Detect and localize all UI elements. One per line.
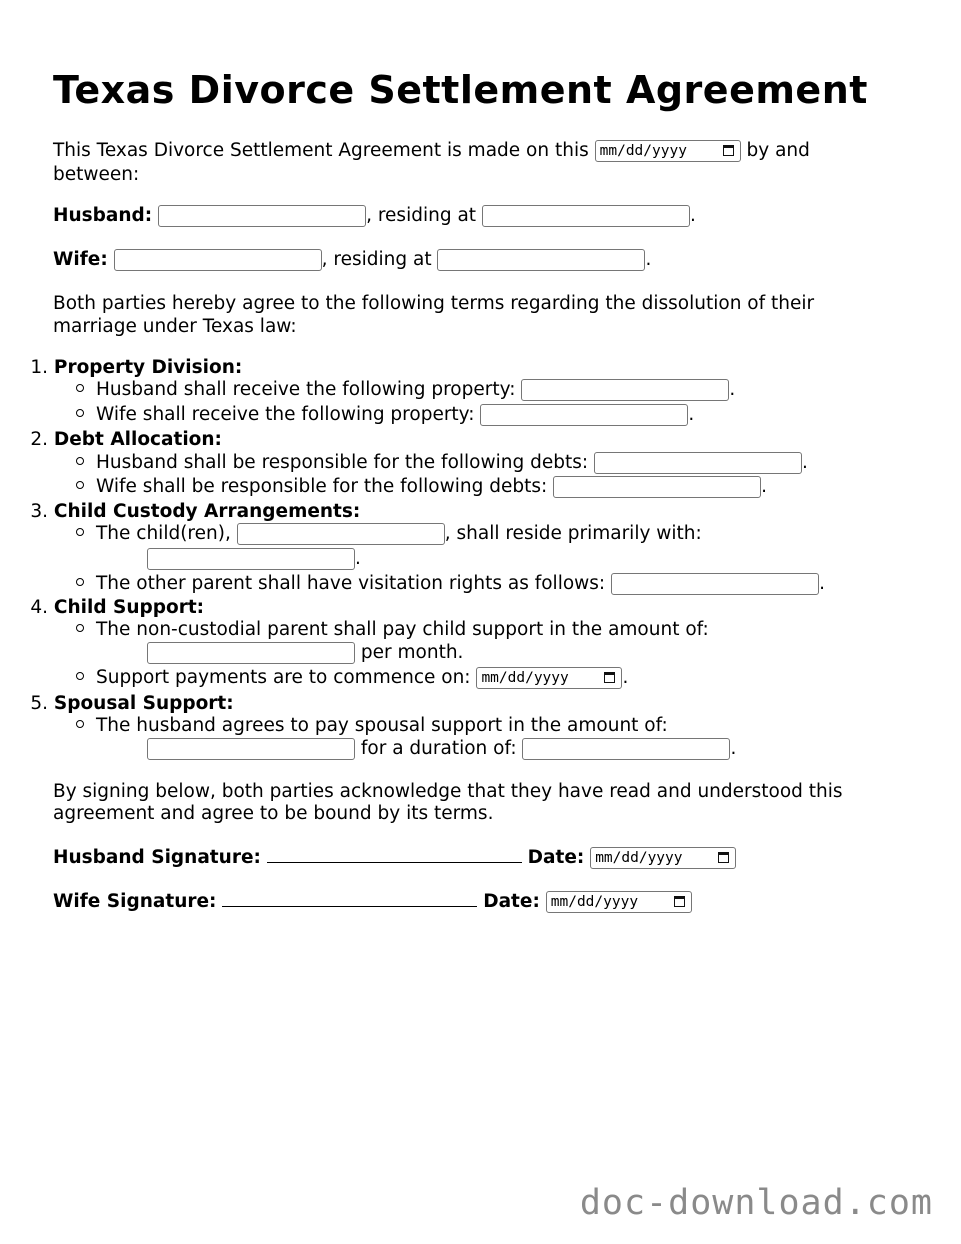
wife-signature-date-input[interactable]: mm/dd/yyyy [546,891,692,913]
wife-signature-row [53,888,692,913]
bullet-icon [76,409,84,417]
wife-name-input[interactable] [114,249,322,271]
intro-line-1 [53,139,810,162]
list-item-continued: . [147,547,361,570]
wife-row: Wife: , residing at . [53,249,652,270]
calendar-icon [674,896,685,907]
page-title: Texas Divorce Settlement Agreement [53,68,868,112]
list-item-continued: per month. [147,641,463,664]
husband-signature-label: Husband Signature: [53,847,261,868]
calendar-icon [604,672,615,683]
husband-row: Husband: , residing at . [53,205,696,226]
wife-address-input[interactable] [437,249,645,271]
calendar-icon [723,145,734,156]
children-names-input[interactable] [237,523,445,545]
watermark: doc-download.com [579,1183,933,1223]
visitation-rights-input[interactable] [611,573,819,595]
date-label: Date: [527,847,585,868]
list-item: The other parent shall have visitation rights as follows: . [0,572,825,595]
support-commence-date-input[interactable]: mm/dd/yyyy [476,667,622,689]
section-title: Debt Allocation: [53,429,222,450]
spousal-support-duration-input[interactable] [522,738,730,760]
bullet-icon [76,672,84,680]
primary-residence-parent-input[interactable] [147,548,355,570]
section-title: Spousal Support: [53,693,234,714]
wife-label: Wife: [53,249,108,270]
list-item: Support payments are to commence on: mm/dd/yyyy . [0,666,628,689]
agreement-date-input[interactable]: mm/dd/yyyy [595,140,741,162]
section-child-custody: 3. Child Custody Arrangements: [30,501,361,522]
list-item: The non-custodial parent shall pay child support in the amount of: [0,618,709,641]
date-label: Date: [483,891,540,912]
intro-text-after: by and [746,140,810,161]
bullet-icon [76,457,84,465]
section-child-support: 4. Child Support: [30,597,205,618]
husband-signature-row [53,844,736,869]
section-title: Child Custody Arrangements: [53,501,361,522]
bullet-icon [76,624,84,632]
section-title: Child Support: [53,597,205,618]
wife-property-input[interactable] [480,404,688,426]
husband-signature-date-input[interactable]: mm/dd/yyyy [590,847,736,869]
residing-text: , residing at [366,205,477,226]
closing-line-2: agreement and agree to be bound by its terms. [53,803,494,824]
agree-line-1: Both parties hereby agree to the following terms regarding the dissolution of their [53,293,815,314]
husband-debts-input[interactable] [594,452,802,474]
list-item: The husband agrees to pay spousal support in the amount of: [0,714,668,737]
intro-text: This Texas Divorce Settlement Agreement is made on this [53,140,589,161]
bullet-icon [76,481,84,489]
list-item-continued: for a duration of: . [147,737,736,760]
list-item: Husband shall receive the following property: . [0,378,735,401]
list-item: Wife shall receive the following property: . [0,403,694,426]
spousal-support-amount-input[interactable] [147,738,355,760]
section-title: Property Division: [53,357,243,378]
bullet-icon [76,528,84,536]
bullet-icon [76,384,84,392]
agree-line-2: marriage under Texas law: [53,316,297,337]
wife-signature-line[interactable] [222,888,477,907]
section-spousal-support: 5. Spousal Support: [30,693,234,714]
residing-text: , residing at [321,249,432,270]
list-item: The child(ren), , shall reside primarily with: [0,522,702,545]
list-item: Wife shall be responsible for the following debts: . [0,475,767,498]
husband-address-input[interactable] [482,205,690,227]
husband-property-input[interactable] [521,379,729,401]
bullet-icon [76,578,84,586]
bullet-icon [76,720,84,728]
intro-line-2: between: [53,164,140,185]
section-property-division: 1. Property Division: [30,357,243,378]
calendar-icon [718,852,729,863]
closing-line-1: By signing below, both parties acknowledge that they have read and understood this [53,781,843,802]
wife-signature-label: Wife Signature: [53,891,217,912]
list-item: Husband shall be responsible for the following debts: . [0,451,808,474]
section-debt-allocation: 2. Debt Allocation: [30,429,222,450]
husband-label: Husband: [53,205,153,226]
husband-name-input[interactable] [158,205,366,227]
child-support-amount-input[interactable] [147,642,355,664]
wife-debts-input[interactable] [553,476,761,498]
husband-signature-line[interactable] [267,844,522,863]
